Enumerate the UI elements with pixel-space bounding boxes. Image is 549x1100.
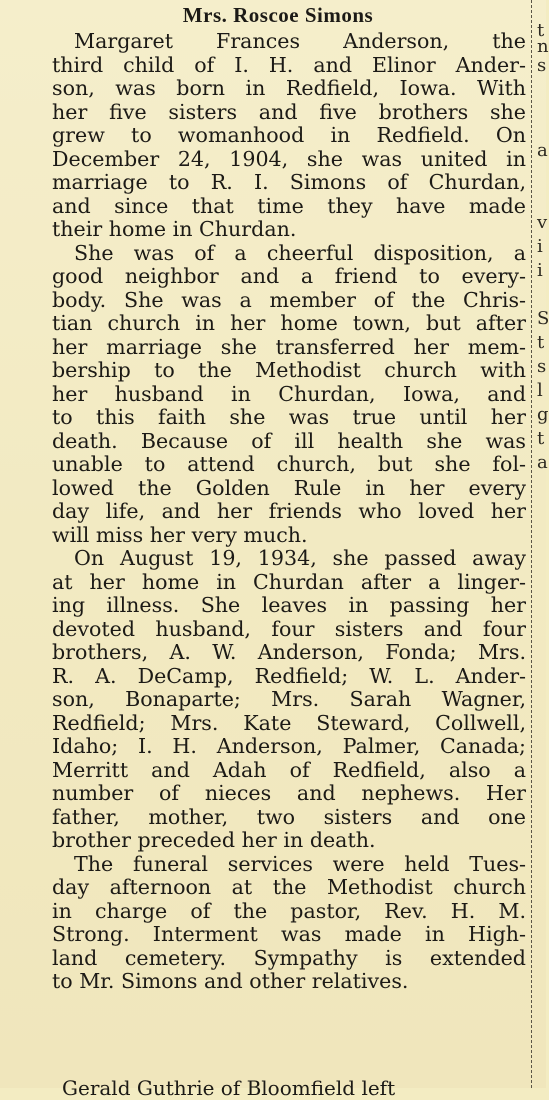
text-line: brothers, A. W. Anderson, Fonda; Mrs. [52,640,526,664]
obituary-column [30,2,526,994]
text-line: Margaret Frances Anderson, the [74,29,526,53]
text-line: number of nieces and nephews. Her [52,781,526,805]
text-line: marriage to R. I. Simons of Churdan, [52,170,526,194]
fragment-letter: g [537,404,549,425]
obituary-headline: Mrs. Roscoe Simons [182,3,374,27]
text-line: grew to womanhood in Redfield. On [52,123,526,147]
text-line: at her home in Churdan after a linger- [52,569,526,594]
text-line: death. Because of ill health she was [52,428,526,453]
text-line: day afternoon at the Methodist church [52,875,526,899]
text-line: in charge of the pastor, Rev. H. M. [52,898,526,923]
text-line: December 24, 1904, she was united in [52,146,526,171]
fragment-letter: i [537,236,543,257]
text-line: Redfield; Mrs. Kate Steward, Collwell, [52,710,526,735]
fragment-letter: a [537,452,548,473]
text-line: brother preceded her in death. [52,828,376,852]
text-line: body. She was a member of the Chris- [52,287,526,312]
fragment-letter: s [537,55,547,76]
text-line: will miss her very much. [52,522,308,547]
text-line: to Mr. Simons and other relatives. [52,969,409,993]
fragment-letter: a [537,140,548,161]
text-line: her husband in Churdan, Iowa, and [52,381,526,406]
text-line: good neighbor and a friend to every- [52,264,526,288]
text-line: son, was born in Redfield, Iowa. With [52,76,526,100]
text-line: and since that time they have made [52,193,526,218]
text-line: Merritt and Adah of Redfield, also a [52,757,526,782]
text-line: her marriage she transferred her mem- [52,334,526,359]
text-line: She was of a cheerful disposition, a [74,240,526,265]
text-line: land cemetery. Sympathy is extended [52,945,526,970]
fragment-letter: S [537,308,549,329]
text-line: her five sisters and five brothers she [52,99,526,124]
text-line: bership to the Methodist church with [52,358,526,382]
fragment-letter: v [537,212,548,233]
text-line: lowed the Golden Rule in her every [52,475,526,500]
text-line: devoted husband, four sisters and four [52,616,526,641]
text-line: son, Bonaparte; Mrs. Sarah Wagner, [52,687,526,711]
text-line: to this faith she was true until her [52,405,526,429]
adjacent-column-fragment [536,0,549,1088]
fragment-letter: t [537,332,545,353]
paragraph-survivors [30,547,526,853]
fragment-letter: t [537,20,545,41]
text-line: third child of I. H. and Elinor Ander- [52,52,526,77]
text-line: unable to attend church, but she fol- [52,452,526,476]
paragraph-character [30,242,526,548]
text-line: tian church in her home town, but after [52,311,526,335]
text-line: ing illness. She leaves in passing her [52,593,526,617]
text-line: their home in Churdan. [52,217,297,241]
column-divider [531,0,532,1088]
text-line: R. A. DeCamp, Redfield; W. L. Ander- [52,663,526,688]
next-article-cutoff-line: Gerald Guthrie of Bloomfield left [62,1076,396,1100]
paragraph-birth [30,30,526,242]
paragraph-funeral [30,853,526,994]
fragment-letter: n [537,36,549,57]
text-line: father, mother, two sisters and one [52,804,526,829]
text-line: On August 19, 1934, she passed away [74,546,526,570]
text-line: Idaho; I. H. Anderson, Palmer, Canada; [52,734,526,758]
fragment-letter: t [537,428,545,449]
text-line: Strong. Interment was made in High- [52,922,526,946]
fragment-letter: s [537,356,547,377]
text-line: The funeral services were held Tues- [74,851,526,876]
text-line: day life, and her friends who loved her [52,499,526,523]
fragment-letter: i [537,260,543,281]
fragment-letter: l [537,380,543,401]
